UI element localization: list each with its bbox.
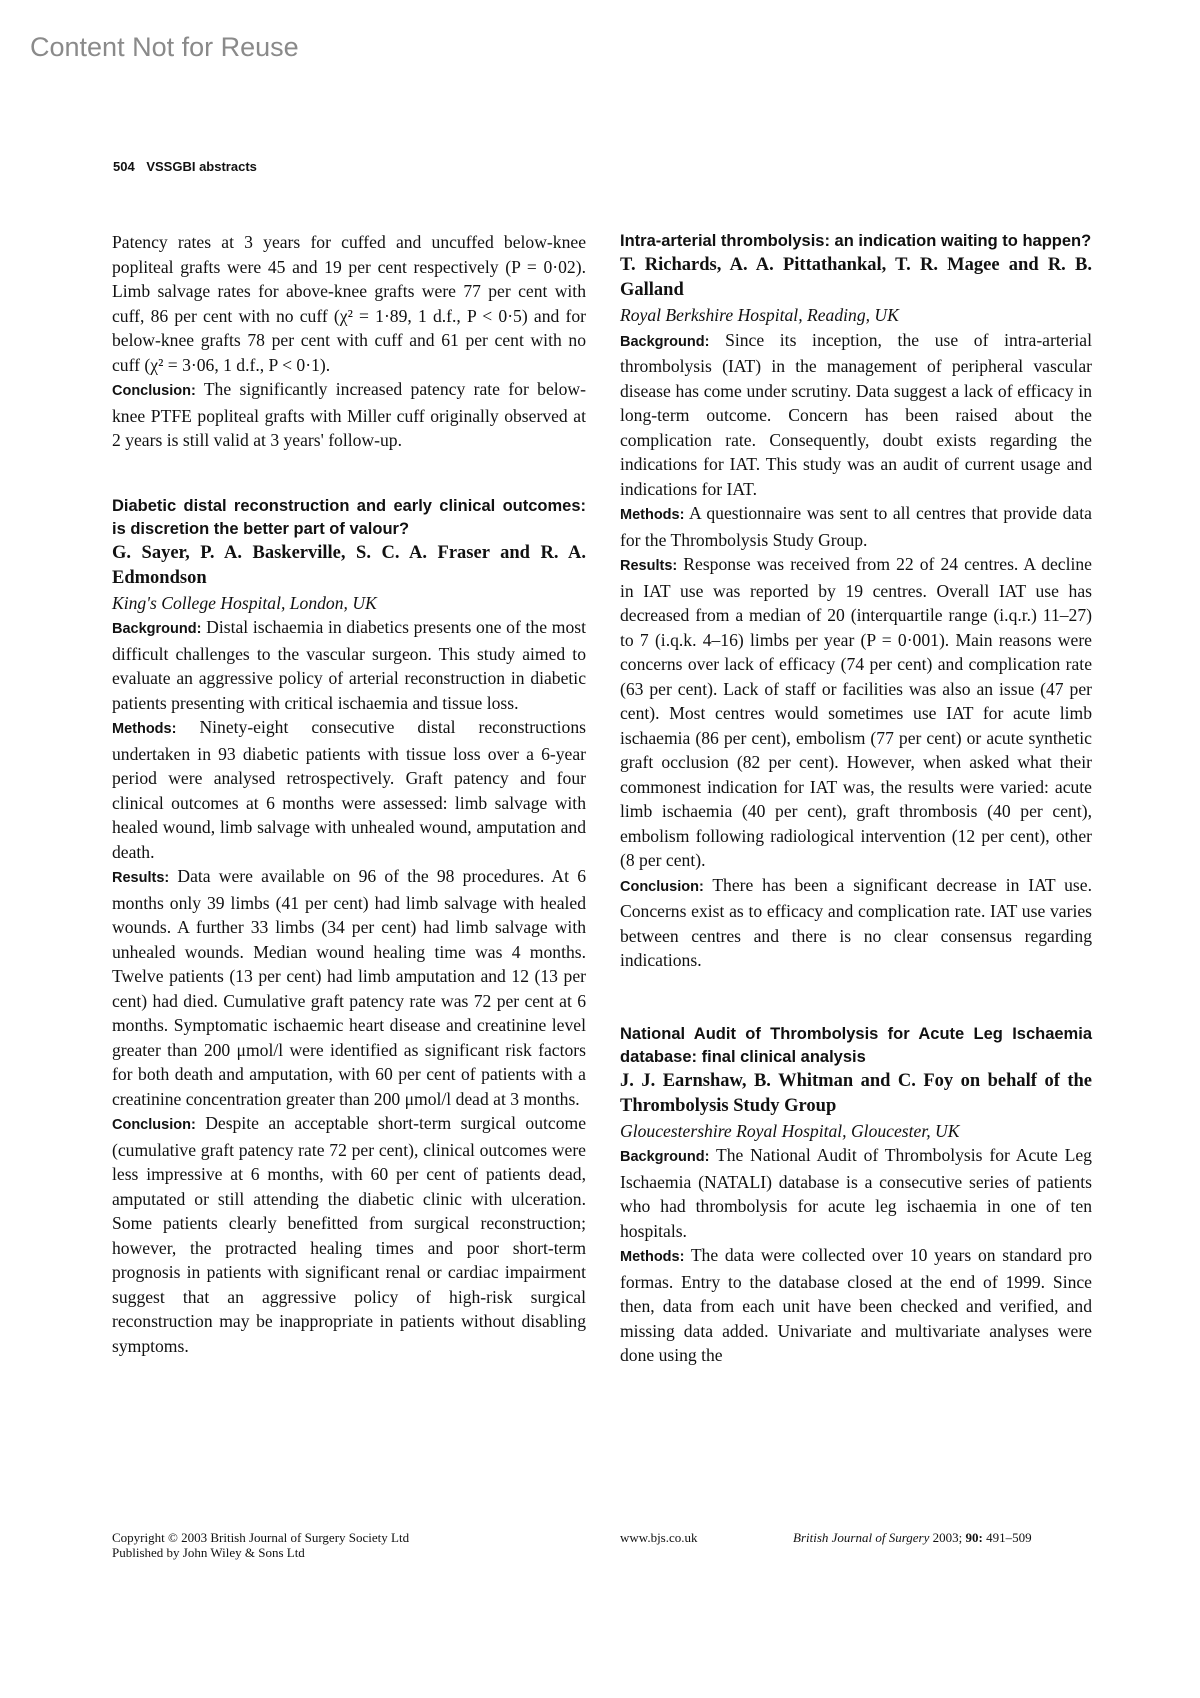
abstract-results (112, 864, 586, 1111)
abstract-results (620, 552, 1092, 873)
abstract-methods (620, 1243, 1092, 1368)
background-text: Distal ischaemia in diabetics presents one of the most difficult challenges to the vascular surgeon. This study aimed to evaluate an aggressive policy of arterial reconstruction in diabetic patients presenting with critical ischaemia and tissue loss. (112, 617, 586, 713)
methods-label: Methods: (112, 721, 177, 737)
methods-text: A questionnaire was sent to all centres that provide data for the Thrombolysis Study Group. (620, 503, 1092, 550)
abstract-background (620, 328, 1092, 502)
methods-text: The data were collected over 10 years on standard pro formas. Entry to the database closed at the end of 1999. Since then, data from each unit have been checked and verified, and missing data added. Univariate and multivariate analyses were done using the (620, 1245, 1092, 1365)
abstract-title: Intra-arterial thrombolysis: an indication waiting to happen? (620, 232, 1092, 250)
footer-citation (793, 1530, 1032, 1545)
conclusion-text: Despite an acceptable short-term surgical outcome (cumulative graft patency rate 72 per cent), clinical outcomes were less impressive at 6 months, with 60 per cent of patients dead, amputated or still attending the diabetic clinic with ulceration. Some patients clearly benefitted from surgical reconstruction; however, the protracted healing times and poor short-term prognosis in patients with significant renal or cardiac impairment suggest that an aggressive policy of high-risk surgical reconstruction may be inappropriate in patients without disabling symptoms. (112, 1113, 586, 1356)
abstract-title: Diabetic distal reconstruction and early clinical outcomes: is discretion the better part of valour? (112, 496, 586, 538)
footer-copyright (112, 1530, 409, 1560)
abstract-affiliation: Gloucestershire Royal Hospital, Gloucester, UK (620, 1120, 960, 1141)
abstract-natali (620, 1023, 1092, 1368)
conclusion-text: The significantly increased patency rate for below-knee PTFE popliteal grafts with Miller cuff originally observed at 2 years is still valid at 3 years' follow-up. (112, 379, 586, 450)
background-text: Since its inception, the use of intra-arterial thrombolysis (IAT) in the management of peripheral vascular disease has come under scrutiny. Data suggest a lack of efficacy in long-term outcome. Concern has been raised about the complication rate. Consequently, doubt exists regarding the indications for IAT. This study was an audit of current usage and indications for IAT. (620, 329, 1092, 499)
abstract-methods (620, 501, 1092, 552)
right-column (620, 230, 1092, 1368)
abstract-diabetic (112, 495, 586, 1359)
running-head-title: VSSGBI abstracts (146, 159, 257, 174)
journal-name: British Journal of Surgery (793, 1530, 930, 1545)
conclusion-label: Conclusion: (112, 1117, 196, 1133)
results-text: Data were available on 96 of the 98 procedures. At 6 months only 39 limbs (41 per cent) had limb salvage with healed wounds. A further 33 limbs (34 per cent) had limb salvage with unhealed wounds. Median wound healing time was 4 months. Twelve patients (13 per cent) had limb amputation and 12 (13 per cent) had died. Cumulative graft patency rate was 72 per cent at 6 months. Symptomatic ischaemic heart disease and creatinine level greater than 200 μmol/l were identified as significant risk factors for both death and amputation, with 60 per cent of patients with a creatinine concentration greater than 200 μmol/l dead at 3 months. (112, 866, 586, 1109)
abstract-thrombolysis (620, 230, 1092, 973)
conclusion-label: Conclusion: (112, 383, 196, 399)
results-text: Response was received from 22 of 24 centres. A decline in IAT use was reported by 19 centres. Overall IAT use has decreased from a median of 20 (interquartile range (i.q.r.) 11–27) to 7 (i.q.k. 4–16) limbs per year (P = 0·001). Main reasons were concerns over lack of efficacy (74 per cent) and complication rate (63 per cent). Lack of staff or facilities was also an issue (47 per cent). Most centres would sometimes use IAT for acute limb ischaemia (86 per cent), embolism (77 per cent) or acute synthetic graft occlusion (82 per cent). However, when asked what their commonest indication for IAT was, the results were varied: acute limb ischaemia (40 per cent), graft thrombosis (40 per cent), embolism following radiological intervention (12 per cent), other (8 per cent). (620, 554, 1092, 870)
abstract-authors: J. J. Earnshaw, B. Whitman and C. Foy on behalf of the Thrombolysis Study Group (620, 1070, 1092, 1116)
background-label: Background: (620, 1149, 710, 1165)
footer-url: www.bjs.co.uk (620, 1530, 698, 1545)
background-text: The National Audit of Thrombolysis for Acute Leg Ischaemia (NATALI) database is a consecutive series of patients who had thrombolysis for acute leg ischaemia in one of ten hospitals. (620, 1145, 1092, 1241)
journal-year: 2003; (932, 1530, 963, 1545)
methods-label: Methods: (620, 507, 685, 523)
continuation-conclusion (112, 377, 586, 453)
abstract-conclusion (112, 1111, 586, 1358)
conclusion-label: Conclusion: (620, 878, 704, 895)
copyright-text: Copyright © 2003 British Journal of Surgery Society Ltd (112, 1530, 410, 1545)
left-column (112, 230, 586, 1358)
abstract-authors: G. Sayer, P. A. Baskerville, S. C. A. Fraser and R. A. Edmondson (112, 542, 586, 588)
journal-volume: 90: (965, 1530, 983, 1545)
publisher-text: Published by John Wiley & Sons Ltd (112, 1545, 305, 1560)
abstract-title: National Audit of Thrombolysis for Acute Leg Ischaemia database: final clinical analysis (620, 1024, 1092, 1066)
abstract-methods (112, 715, 586, 864)
abstract-affiliation: Royal Berkshire Hospital, Reading, UK (620, 305, 899, 325)
abstract-background (112, 615, 586, 715)
results-label: Results: (112, 870, 170, 886)
abstract-authors: T. Richards, A. A. Pittathankal, T. R. Magee and R. B. Galland (620, 255, 1092, 300)
continuation-text: Patency rates at 3 years for cuffed and uncuffed below-knee popliteal grafts were 45 and 19 per cent respectively (P = 0·02). Limb salvage rates for above-knee grafts were 77 per cent with cuff, 86 per cent with no cuff (χ² = 1·89, 1 d.f., P < 0·5) and for below-knee grafts 78 per cent with cuff and 61 per cent with no cuff (χ² = 3·06, 1 d.f., P < 0·1). (112, 232, 586, 375)
abstract-affiliation: King's College Hospital, London, UK (112, 592, 377, 613)
results-label: Results: (620, 558, 678, 574)
background-label: Background: (620, 333, 710, 350)
watermark: Content Not for Reuse (30, 32, 299, 62)
running-head (113, 159, 257, 174)
background-label: Background: (112, 621, 202, 637)
conclusion-text: There has been a significant decrease in IAT use. Concerns exist as to efficacy and complication rate. IAT use varies between centres and there is no clear consensus regarding indications. (620, 874, 1092, 970)
page-number: 504 (113, 159, 135, 174)
methods-text: Ninety-eight consecutive distal reconstructions undertaken in 93 diabetic patients with tissue loss over a 6-year period were analysed retrospectively. Graft patency and four clinical outcomes at 6 months were assessed: limb salvage with healed wound, limb salvage with unhealed wound, amputation and death. (112, 717, 586, 862)
methods-label: Methods: (620, 1249, 685, 1265)
abstract-background (620, 1143, 1092, 1243)
abstract-conclusion (620, 873, 1092, 973)
journal-pages: 491–509 (986, 1530, 1032, 1545)
